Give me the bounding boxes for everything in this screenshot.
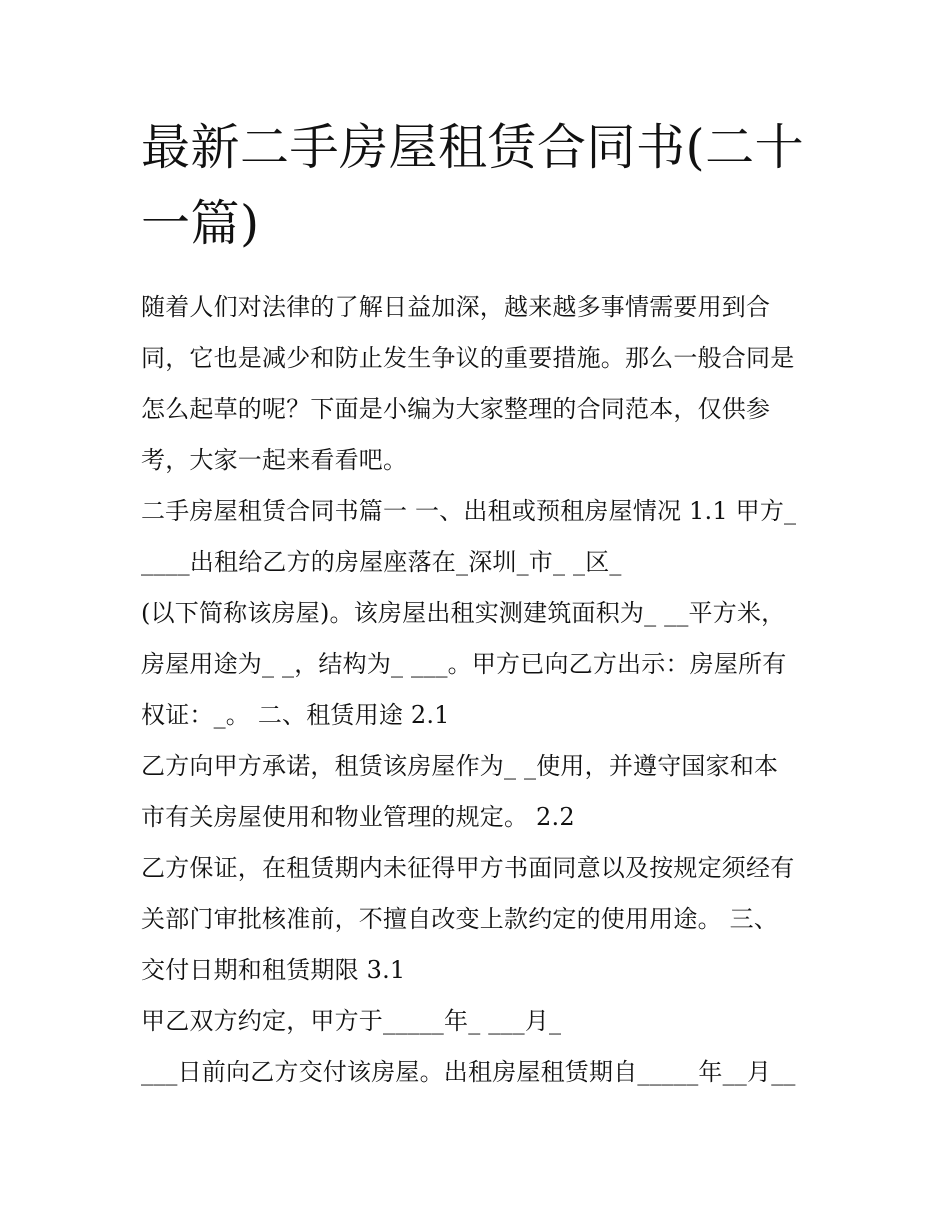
paragraph-line: 乙方保证，在租赁期内未征得甲方书面同意以及按规定须经有 [141, 854, 795, 882]
paragraph-line: 关部门审批核准前，不擅自改变上款约定的使用用途。 三、 [141, 905, 779, 933]
document-title: 最新二手房屋租赁合同书(二十 一篇) [141, 119, 805, 252]
paragraph-line: 市有关房屋使用和物业管理的规定。 2.2 [141, 803, 575, 831]
paragraph-line: (以下简称该房屋)。该房屋出租实测建筑面积为_ __平方米， [141, 599, 786, 627]
paragraph-line: 怎么起草的呢？下面是小编为大家整理的合同范本，仅供参 [141, 395, 771, 423]
document-content [141, 110, 821, 1098]
paragraph-line: 甲乙双方约定，甲方于_____年_ ___月_ [141, 1007, 562, 1035]
paragraph-line: 考，大家一起来看看吧。 [141, 446, 408, 474]
paragraph-line: 随着人们对法律的了解日益加深，越来越多事情需要用到合 [141, 293, 771, 321]
paragraph-line: 房屋用途为_ _，结构为_ ___。甲方已向乙方出示：房屋所有 [141, 650, 787, 678]
paragraph-line: ___日前向乙方交付该房屋。出租房屋租赁期自_____年__月__ [141, 1058, 796, 1086]
paragraph-line: 乙方向甲方承诺，租赁该房屋作为_ _使用，并遵守国家和本 [141, 752, 779, 780]
document-body [141, 282, 821, 1098]
paragraph-line: ____出租给乙方的房屋座落在_深圳_市_ _区_ [141, 548, 622, 576]
paragraph-line: 权证：_。 二、租赁用途 2.1 [141, 701, 450, 729]
paragraph-line: 二手房屋租赁合同书篇一 一、出租或预租房屋情况 1.1 甲方_ [141, 497, 797, 525]
paragraph-line: 同，它也是减少和防止发生争议的重要措施。那么一般合同是 [141, 344, 795, 372]
paragraph-line: 交付日期和租赁期限 3.1 [141, 956, 406, 984]
